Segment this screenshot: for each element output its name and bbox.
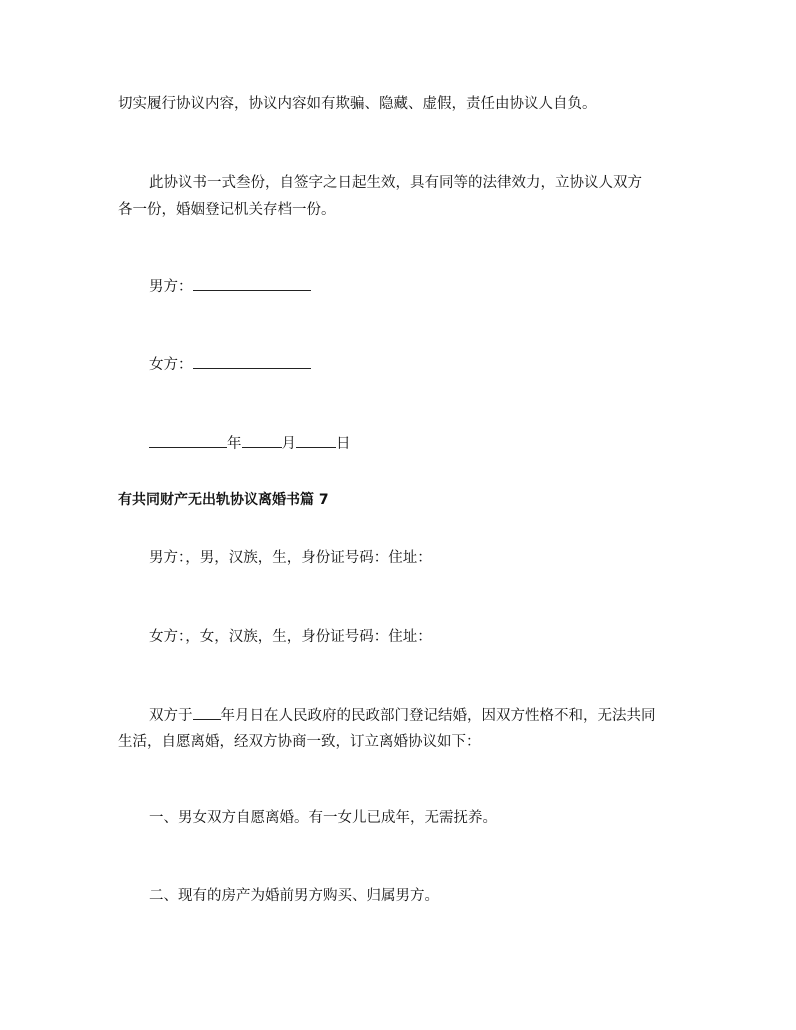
paragraph-copies-line-2: 各一份，婚姻登记机关存档一份。: [118, 202, 336, 218]
marriage-year-blank: [193, 705, 221, 720]
section-heading: 有共同财产无出轨协议离婚书篇 7: [118, 492, 329, 508]
paragraph-copies-line-1: 此协议书一式叁份，自签字之日起生效，具有同等的法律效力，立协议人双方: [149, 175, 642, 191]
marriage-paragraph-prefix: 双方于: [149, 708, 193, 724]
signature-male: [149, 276, 694, 297]
signature-female: [149, 354, 694, 375]
date-year-blank: [149, 433, 227, 448]
marriage-paragraph-line-1: [149, 705, 694, 726]
date-day-label: 日: [336, 436, 351, 452]
date-month-blank: [242, 433, 282, 448]
date-year-label: 年: [227, 436, 242, 452]
signature-female-label: 女方：: [149, 357, 193, 373]
date-month-label: 月: [281, 436, 296, 452]
clause-2: 二、现有的房产为婚前男方购买、归属男方。: [149, 888, 439, 904]
signature-male-label: 男方：: [149, 279, 193, 295]
clause-1: 一、男女双方自愿离婚。有一女儿已成年，无需抚养。: [149, 810, 497, 826]
paragraph-fulfill-agreement: 切实履行协议内容，协议内容如有欺骗、隐藏、虚假，责任由协议人自负。: [118, 96, 597, 112]
male-party-info: 男方：，男，汉族，生，身份证号码：住址：: [149, 550, 432, 566]
signature-female-blank: [193, 354, 311, 369]
marriage-paragraph-line-2: 生活，自愿离婚，经双方协商一致，订立离婚协议如下：: [118, 734, 481, 750]
female-party-info: 女方：，女，汉族，生，身份证号码：住址：: [149, 629, 432, 645]
signature-male-blank: [193, 276, 311, 291]
date-line: [149, 433, 694, 454]
date-day-blank: [296, 433, 336, 448]
marriage-paragraph-suffix: 年月日在人民政府的民政部门登记结婚，因双方性格不和，无法共同: [220, 708, 656, 724]
